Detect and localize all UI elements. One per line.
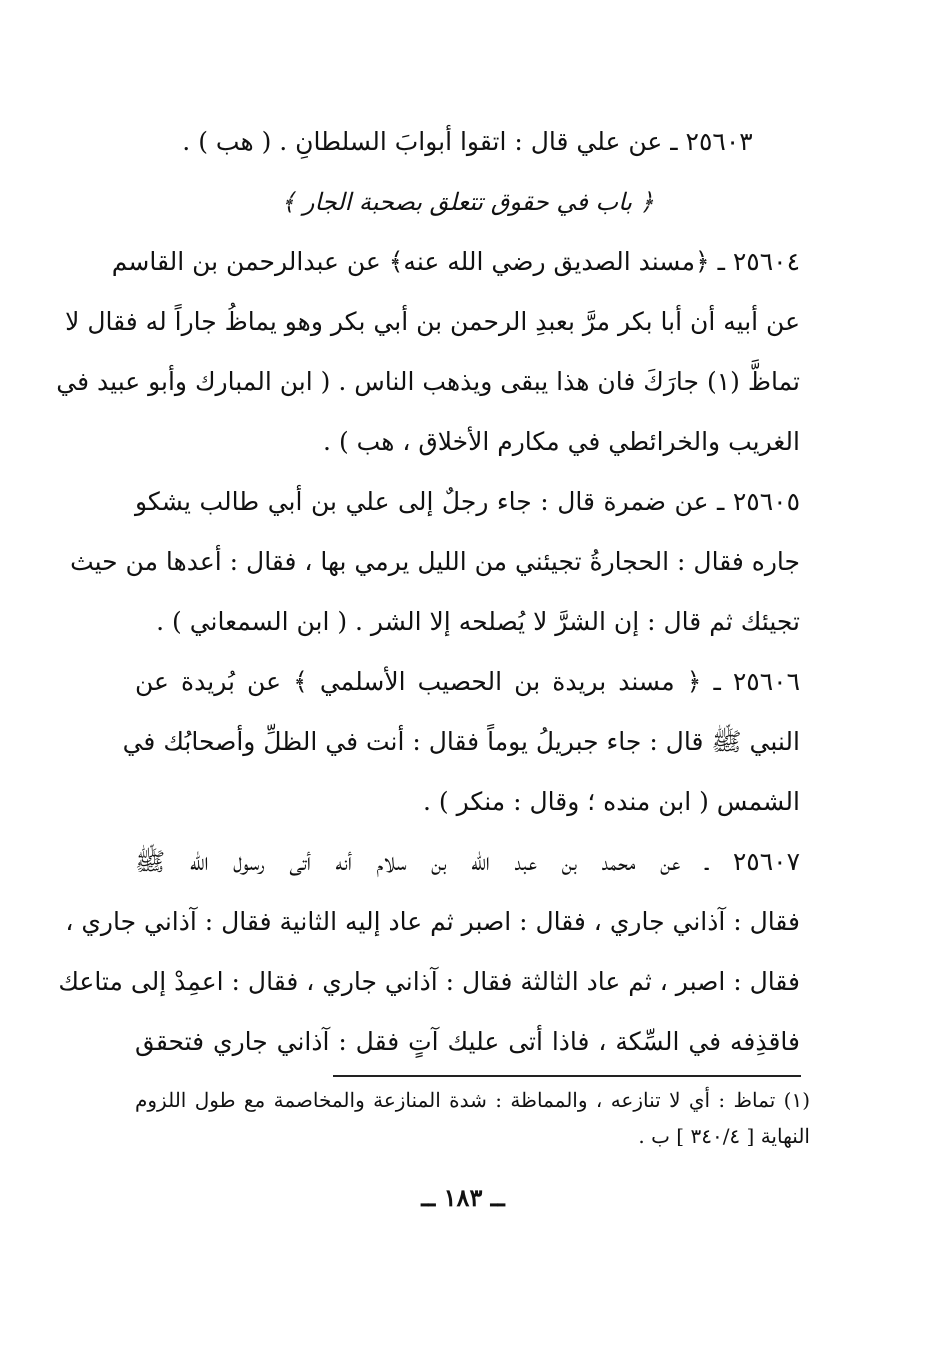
hadith-25607-line-3: فقال : اصبر ، ثم عاد الثالثة فقال : آذاني جاري ، فقال : اعمِدْ إلى متاعك: [58, 967, 800, 996]
footnote-line-1: (١) تماظ : أي لا تنازعه ، والمماظة : شدة المنازعة والمخاصمة مع طول اللزوم: [135, 1088, 810, 1112]
hadith-25606-line-1: ٢٥٦٠٦ ـ ﴿ مسند بريدة بن الحصيب الأسلمي ﴾ عن بُريدة عن: [135, 667, 800, 696]
hadith-25606-line-3: الشمس ( ابن منده ؛ وقال : منكر ) .: [423, 787, 800, 816]
hadith-25604-line-1: ٢٥٦٠٤ ـ ﴿مسند الصديق رضي الله عنه﴾ عن عبدالرحمن بن القاسم: [111, 247, 800, 276]
hadith-25604-line-2: عن أبيه أن أبا بكر مرَّ بعبدِ الرحمن بن أبي بكر وهو يماظُ جاراً له فقال لا: [65, 307, 800, 336]
hadith-25605-line-1: ٢٥٦٠٥ ـ عن ضمرة قال : جاء رجلٌ إلى علي بن أبي طالب يشكو: [135, 487, 800, 516]
footnote-divider: [333, 1075, 801, 1077]
hadith-25603: ٢٥٦٠٣ ـ عن علي قال : اتقوا أبوابَ السلطانِ . ( هب ) .: [182, 127, 753, 156]
hadith-25607-line-4: فاقذِفه في السِّكة ، فاذا أتى عليك آتٍ فقل : آذاني جاري فتحقق: [135, 1027, 800, 1056]
hadith-25605-line-2: جاره فقال : الحجارةُ تجيئني من الليل يرمي بها ، فقال : أعدها من حيث: [70, 547, 800, 576]
footnote: [135, 1082, 810, 1154]
hadith-25605-line-3: تجيئك ثم قال : إن الشرَّ لا يُصلحه إلا الشر . ( ابن السمعاني ) .: [156, 607, 800, 636]
hadith-25604-line-4: الغريب والخرائطي في مكارم الأخلاق ، هب ) .: [323, 427, 800, 456]
hadith-25604-line-3: تماظَّ (١) جارَكَ فان هذا يبقى ويذهب الناس . ( ابن المبارك وأبو عبيد في: [56, 367, 800, 396]
hadith-25606-line-2: النبي ﷺ قال : جاء جبريلُ يوماً فقال : أنت في الظلِّ وأصحابُك في: [122, 727, 800, 756]
chapter-heading: ﴿ باب في حقوق تتعلق بصحبة الجار ﴾: [281, 188, 654, 216]
page-number: ــ ١٨٣ ــ: [421, 1183, 505, 1212]
footnote-line-2: النهاية [ ٣٤٠/٤ ] ب .: [638, 1124, 810, 1148]
main-text: [56, 112, 800, 1072]
hadith-25607-line-2: فقال : آذاني جاري ، فقال : اصبر ثم عاد إليه الثانية فقال : آذاني جاري ،: [65, 907, 800, 936]
hadith-25607-line-1: ٢٥٦٠٧ ـ عن محمد بن عبد الله بن سلام أنه أتى رسول الله ﷺ: [135, 847, 800, 876]
